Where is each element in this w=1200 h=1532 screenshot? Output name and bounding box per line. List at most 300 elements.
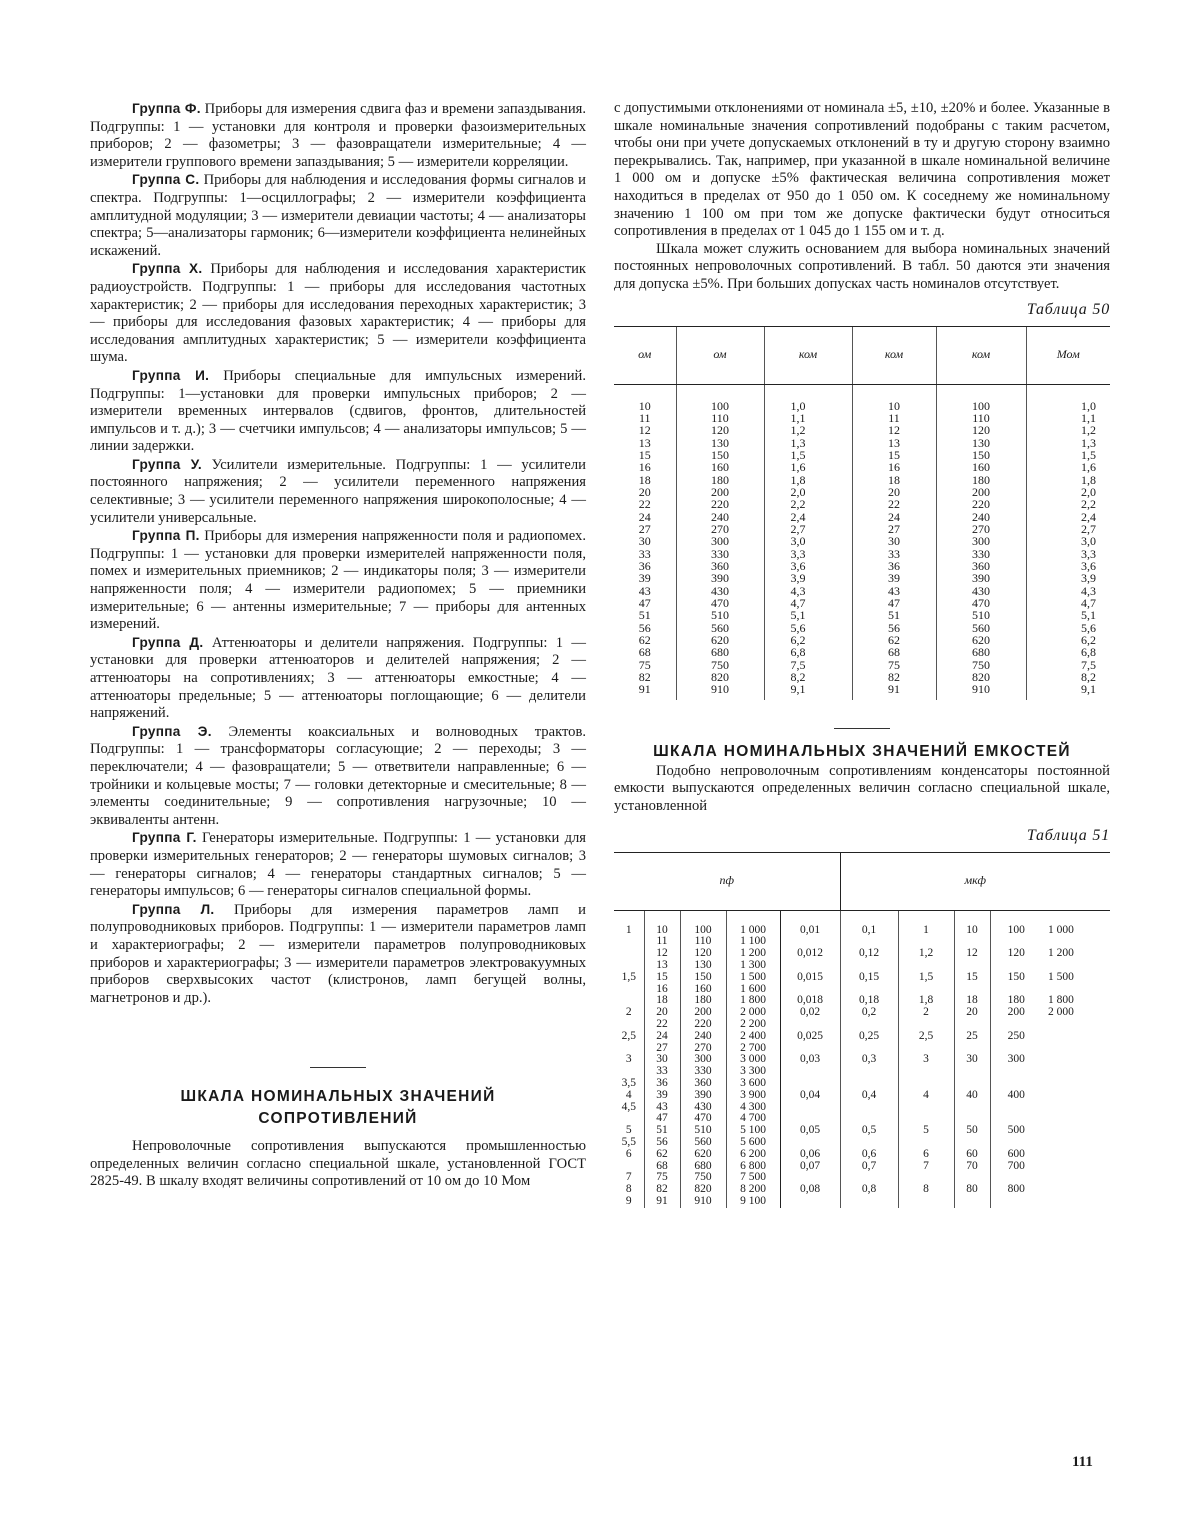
device-group-text: Аттенюаторы и делители напряжения. Подгруппы: 1 — установки для проверки аттенюаторов и делителей напряжения; 2 — аттенюаторы на сопротивлениях; 3 — аттенюаторы емкостные; 4 — аттенюаторы предельные; 5 — аттенюаторы поглощающие; 6 — делители напряжений. xyxy=(90,634,586,722)
table51-cell: 2 400 xyxy=(726,1031,780,1043)
table51-row xyxy=(614,1149,1110,1161)
table50-cell: 3,3 xyxy=(764,548,852,560)
table51-row xyxy=(614,1019,1110,1031)
table51-cell: 500 xyxy=(1007,1124,1025,1137)
table51-cell xyxy=(898,1102,954,1114)
table50-cell: 2,2 xyxy=(764,498,852,510)
table51-cell: 4 xyxy=(898,1090,954,1102)
capacitance-intro-paragraph: Подобно непроволочным сопротивлениям конденсаторы постоянной емкости выпускаются определенных величин согласно специальной шкале, установленной xyxy=(614,762,1110,814)
table51-cell: 390 xyxy=(680,1090,726,1102)
device-group-paragraph xyxy=(90,723,586,830)
device-group-paragraph xyxy=(90,367,586,456)
table51-cell: 20 xyxy=(644,1007,680,1019)
table51-cell xyxy=(780,1078,840,1090)
table51-cell: 3 xyxy=(898,1054,954,1066)
table51-cell xyxy=(954,1019,990,1031)
table50-cell: 47 xyxy=(852,597,936,609)
table50-cell: 5,6 xyxy=(764,622,852,634)
table50-cell: 4,7 xyxy=(1026,597,1110,609)
table50-cell: 1,6 xyxy=(764,461,852,473)
table50-cell: 1,3 xyxy=(1026,437,1110,449)
table51-cell xyxy=(614,984,644,996)
table50-cell: 240 xyxy=(936,511,1026,523)
device-group-title: Группа Г. xyxy=(132,830,197,846)
table50-cell: 27 xyxy=(852,523,936,535)
table51-cell: 600 xyxy=(1007,1147,1025,1160)
page-number: 111 xyxy=(1072,1454,1093,1470)
table50-cell: 820 xyxy=(936,671,1026,683)
table51-cell xyxy=(1042,1125,1110,1137)
device-group-text: Элементы коаксиальных и волноводных трактов. Подгруппы: 1 — трансформаторы согласующие; 2 — переходы; 3 — переключатели; 4 — фазовращатели; 5 — ответвители направленные; 6 — тройники и кольцевые мосты; 7 — головки детекторные и смесительные; 8 — элементы соединительные; 9 — сопротивления нагрузочные; 10 — эквиваленты антенн. xyxy=(90,723,586,828)
table51-cell: 18 xyxy=(954,995,990,1007)
table51-cell: 3,5 xyxy=(614,1078,644,1090)
table51-cell: 180 xyxy=(1007,994,1025,1007)
table51-row xyxy=(614,1078,1110,1090)
table51-cell xyxy=(990,1019,1042,1031)
table51-cell: 40 xyxy=(954,1090,990,1102)
table51-cell xyxy=(898,960,954,972)
table51-cell: 2 000 xyxy=(1048,1006,1074,1019)
device-group-text: Генераторы измерительные. Подгруппы: 1 — установки для проверки измерительных генераторов; 2 — генераторы шумовых сигналов; 3 — генераторы сигналов; 4 — генераторы стандартных сигналов; 5 — генераторы импульсов; 6 — генераторы сигналов специальной формы. xyxy=(90,830,586,900)
table50-cell: 150 xyxy=(936,449,1026,461)
table51-cell: 8 xyxy=(898,1184,954,1196)
table51-cell xyxy=(954,1078,990,1090)
device-group-title: Группа И. xyxy=(132,367,210,383)
table51-cell: 1 500 xyxy=(726,972,780,984)
table50-cell: 220 xyxy=(936,498,1026,510)
table51-cell xyxy=(840,1019,898,1031)
table51-cell: 2 xyxy=(614,1007,644,1019)
table50-cell: 15 xyxy=(638,447,651,462)
table51-cell: 560 xyxy=(680,1137,726,1149)
table51-row xyxy=(614,910,1110,936)
table51-cell: 5 xyxy=(614,1125,644,1137)
table51-cell: 2 200 xyxy=(726,1019,780,1031)
table51-cell: 5,5 xyxy=(614,1137,644,1149)
table51-cell: 5 100 xyxy=(726,1125,780,1137)
table50-cell: 750 xyxy=(936,659,1026,671)
table51-cell: 1 200 xyxy=(1048,947,1074,960)
table51-cell xyxy=(1042,1137,1110,1149)
table51-cell: 30 xyxy=(954,1054,990,1066)
table50-cell: 300 xyxy=(676,535,764,547)
table51-cell xyxy=(898,1078,954,1090)
table50-cell: 620 xyxy=(936,634,1026,646)
table51-cell xyxy=(1042,1184,1110,1196)
table51-cell: 220 xyxy=(680,1019,726,1031)
table50-cell: 11 xyxy=(638,410,651,425)
device-group-paragraph xyxy=(90,829,586,900)
table50-cell: 12 xyxy=(638,423,651,438)
table50-cell: 8,2 xyxy=(764,671,852,683)
table51-cell: 3 900 xyxy=(726,1090,780,1102)
table50-cell: 7,5 xyxy=(1026,659,1110,671)
table50-cell: 24 xyxy=(638,509,651,524)
table50-cell: 18 xyxy=(638,472,651,487)
table51-cell: 1 000 xyxy=(726,910,780,936)
table51-cell: 1 500 xyxy=(1048,970,1074,983)
table50-cell: 62 xyxy=(638,633,651,648)
table51-cell: 1 300 xyxy=(726,960,780,972)
table51-cell xyxy=(614,960,644,972)
device-group-paragraph xyxy=(90,456,586,527)
table50-row xyxy=(614,548,1110,560)
scale-usage-paragraph: Шкала может служить основанием для выбора номинальных значений постоянных непроволочных сопротивлений. В табл. 50 даются эти значения для допуска ±5%. При больших допусках часть номиналов отсутствует. xyxy=(614,240,1110,292)
table51-caption: Таблица 51 xyxy=(1026,826,1110,844)
table50-cell: 33 xyxy=(852,548,936,560)
table51-cell: 15 xyxy=(644,972,680,984)
table51-cell: 7 xyxy=(614,1172,644,1184)
table51-cell: 110 xyxy=(680,936,726,948)
table50-cell: 330 xyxy=(936,548,1026,560)
table50-cell: 110 xyxy=(936,412,1026,424)
table51-row xyxy=(614,1066,1110,1078)
table51-cell: 6 200 xyxy=(726,1149,780,1161)
table51-cell: 0,02 xyxy=(780,1007,840,1019)
table51-cell: 0,04 xyxy=(780,1090,840,1102)
table50-cell: 68 xyxy=(852,646,936,658)
table51-cell: 100 xyxy=(1007,923,1025,936)
table51-row xyxy=(614,960,1110,972)
table51-cell xyxy=(1042,1161,1110,1173)
table50-cell: 3,3 xyxy=(1026,548,1110,560)
table50-row xyxy=(614,511,1110,523)
table50-cell: 4,7 xyxy=(764,597,852,609)
table50-cell: 6,2 xyxy=(1026,634,1110,646)
table51-cell: 0,08 xyxy=(780,1184,840,1196)
table51-cell: 0,5 xyxy=(840,1125,898,1137)
table51-cell: 16 xyxy=(644,984,680,996)
table51-row xyxy=(614,1090,1110,1102)
table50-cell: 470 xyxy=(676,597,764,609)
table51-cell: 1 800 xyxy=(726,995,780,1007)
device-groups-list xyxy=(90,100,586,1007)
table50-cell: 110 xyxy=(676,412,764,424)
table50-cell: 390 xyxy=(936,572,1026,584)
table50-cell: 6,8 xyxy=(764,646,852,658)
table51-cell: 300 xyxy=(680,1054,726,1066)
table50-cell: 820 xyxy=(676,671,764,683)
table50-cell: 560 xyxy=(676,622,764,634)
table50-cell: 1,1 xyxy=(764,412,852,424)
table50-cell: 1,5 xyxy=(764,449,852,461)
table50-body xyxy=(614,384,1110,700)
table51-row xyxy=(614,1184,1110,1196)
table50-cell: 2,0 xyxy=(1026,486,1110,498)
table50-cell: 20 xyxy=(852,486,936,498)
table51-cell xyxy=(990,1196,1042,1208)
table51-cell: 2,5 xyxy=(898,1031,954,1043)
table51-cell: 18 xyxy=(644,995,680,1007)
table50-cell: 9,1 xyxy=(1026,683,1110,699)
table51-cell xyxy=(1042,1043,1110,1055)
table51-cell: 800 xyxy=(1007,1183,1025,1196)
table51-cell: 130 xyxy=(680,960,726,972)
table51-cell: 120 xyxy=(680,948,726,960)
table50-cell: 15 xyxy=(852,449,936,461)
table50-resistance-values xyxy=(614,326,1110,700)
table50-cell: 200 xyxy=(936,486,1026,498)
table51-cell xyxy=(954,1196,990,1208)
device-group-text: Приборы для наблюдения и исследования формы сигналов и спектра. Подгруппы: 1—осциллографы; 2 — измерители коэффициента амплитудной модуляции; 3 — измерители девиации частоты; 4 — анализаторы спектра; 5—анализаторы гармоник; 6—измерители коэффициента нелинейных искажений. xyxy=(90,172,586,259)
table50-cell: 360 xyxy=(676,560,764,572)
table50-row xyxy=(614,585,1110,597)
table50-cell: 9,1 xyxy=(764,683,852,699)
table51-cell: 9 xyxy=(614,1196,644,1208)
table50-row xyxy=(614,535,1110,547)
table50-cell: 270 xyxy=(936,523,1026,535)
table51-row xyxy=(614,1054,1110,1066)
table50-cell: 150 xyxy=(676,449,764,461)
device-group-text: Приборы для измерения параметров ламп и полупроводниковых приборов. Подгруппы: 1 — измерители параметров ламп и характериографы; 2 — измерители параметров полупроводниковых приборов и характериографы; 3 — измерители параметров электровакуумных приборов сверхвысоких частот (клистронов, ламп бегущей волны, магнетронов и др.). xyxy=(90,901,586,1006)
table51-cell: 180 xyxy=(680,995,726,1007)
table51-cell: 56 xyxy=(644,1137,680,1149)
table51-cell xyxy=(1042,1102,1110,1114)
table50-cell: 5,1 xyxy=(764,609,852,621)
table50-cell: 51 xyxy=(852,609,936,621)
table51-capacitance-values xyxy=(614,852,1110,1208)
table51-cell: 30 xyxy=(644,1054,680,1066)
table51-cell: 0,06 xyxy=(780,1149,840,1161)
table51-cell: 0,07 xyxy=(780,1161,840,1173)
table51-cell: 0,18 xyxy=(840,995,898,1007)
table50-cell: 10 xyxy=(638,398,651,413)
resistance-heading-line2: СОПРОТИВЛЕНИЙ xyxy=(258,1110,418,1128)
resistance-intro-paragraph: Непроволочные сопротивления выпускаются промышленностью определенных величин согласно специальной шкале, установленной ГОСТ 2825-49. В шкалу входят величины сопротивлений от 10 ом до 10 Мом xyxy=(90,1138,586,1190)
table51-cell xyxy=(840,1078,898,1090)
table51-cell xyxy=(898,1019,954,1031)
table50-cell: 1,6 xyxy=(1026,461,1110,473)
table51-cell xyxy=(1042,1019,1110,1031)
table50-cell: 36 xyxy=(852,560,936,572)
table51-cell: 0,3 xyxy=(840,1054,898,1066)
table51-cell xyxy=(780,1196,840,1208)
table50-row xyxy=(614,384,1110,412)
table50-cell: 910 xyxy=(936,683,1026,699)
table50-cell: 82 xyxy=(852,671,936,683)
table50-cell: 1,8 xyxy=(1026,474,1110,486)
table51-cell: 300 xyxy=(1007,1053,1025,1066)
device-group-title: Группа У. xyxy=(132,456,202,472)
table50-row xyxy=(614,683,1110,699)
resistance-scale-heading xyxy=(90,1086,586,1130)
table51-cell: 70 xyxy=(954,1161,990,1173)
device-group-paragraph xyxy=(90,171,586,260)
left-column xyxy=(90,100,586,1191)
table50-header-cell: ом xyxy=(614,326,676,384)
table51-cell xyxy=(614,936,644,948)
table51-cell: 700 xyxy=(1007,1159,1025,1172)
table50-cell: 5,1 xyxy=(1026,609,1110,621)
table51-cell: 6 xyxy=(898,1149,954,1161)
table51-cell xyxy=(840,1102,898,1114)
table51-cell xyxy=(990,1137,1042,1149)
table51-cell xyxy=(1042,1054,1110,1066)
table51-cell xyxy=(614,1019,644,1031)
table50-cell: 4,3 xyxy=(764,585,852,597)
table51-cell xyxy=(840,1066,898,1078)
table51-row xyxy=(614,948,1110,960)
device-group-title: Группа Х. xyxy=(132,261,203,277)
table51-cell: 25 xyxy=(954,1031,990,1043)
table50-cell: 51 xyxy=(638,608,651,623)
table51-row xyxy=(614,1031,1110,1043)
table51-cell: 22 xyxy=(644,1019,680,1031)
table51-cell: 820 xyxy=(680,1184,726,1196)
table51-cell: 0,05 xyxy=(780,1125,840,1137)
table50-cell: 1,8 xyxy=(764,474,852,486)
table51-cell xyxy=(954,960,990,972)
table51-cell: 7 xyxy=(898,1161,954,1173)
table50-row xyxy=(614,474,1110,486)
table50-cell: 6,2 xyxy=(764,634,852,646)
device-group-paragraph xyxy=(90,100,586,171)
table51-cell: 240 xyxy=(680,1031,726,1043)
table50-cell: 130 xyxy=(936,437,1026,449)
table50-header-cell: ком xyxy=(764,326,852,384)
table51-cell: 10 xyxy=(644,910,680,936)
device-group-text: Усилители измерительные. Подгруппы: 1 — усилители постоянного напряжения; 2 — усилители переменного напряжения селективные; 3 — усилители переменного напряжения широкополосные; 4 — усилители универсальные. xyxy=(90,456,586,526)
table50-row xyxy=(614,622,1110,634)
table51-cell: 0,03 xyxy=(780,1054,840,1066)
table50-cell: 2,2 xyxy=(1026,498,1110,510)
table50-cell: 2,4 xyxy=(764,511,852,523)
table50-cell: 3,0 xyxy=(764,535,852,547)
table50-cell: 360 xyxy=(936,560,1026,572)
table51-cell: 750 xyxy=(680,1172,726,1184)
table51-cell: 39 xyxy=(644,1090,680,1102)
table51-cell: 1 800 xyxy=(1048,994,1074,1007)
table50-row xyxy=(614,597,1110,609)
tolerance-paragraph: с допустимыми отклонениями от номинала ±5, ±10, ±20% и более. Указанные в шкале номинальные значения сопротивлений подобраны с таким расчетом, чтобы они при учете допускаемых отклонений в ту и другую сторону взаимно перекрывались. Так, например, при указанной в шкале номинальной величине 1 000 ом и допуске ±5% фактическая величина сопротивления может находиться в пределах от 950 до 1 050 ом. К соседнему же номинальному значению 1 100 ом при том же допуске фактически будут относиться сопротивления в пределах от 1 045 до 1 155 ом и т. д. xyxy=(614,100,1110,240)
device-group-text: Приборы для измерения напряженности поля и радиопомех. Подгруппы: 1 — установки для проверки измерителей напряженности поля, помех и измерительных приемников; 2 — индикаторы поля; 3 — измерители напряженности поля; 4 — измерители радиопомех; 5 — приемники измерительные; 6 — антенны измерительные; 7 — приборы для антенных измерений. xyxy=(90,528,586,633)
table51-cell: 8 xyxy=(614,1184,644,1196)
table51-cell: 0,7 xyxy=(840,1161,898,1173)
table50-cell: 330 xyxy=(676,548,764,560)
table51-header-pf: пф xyxy=(614,852,840,910)
table51-cell: 5 xyxy=(898,1125,954,1137)
table50-cell: 7,5 xyxy=(764,659,852,671)
table51-cell xyxy=(780,960,840,972)
table51-cell: 430 xyxy=(680,1102,726,1114)
table50-cell: 180 xyxy=(676,474,764,486)
table50-cell: 4,3 xyxy=(1026,585,1110,597)
table51-cell: 0,25 xyxy=(840,1031,898,1043)
right-column xyxy=(614,100,1110,1208)
table50-cell: 43 xyxy=(638,583,651,598)
table51-cell xyxy=(990,960,1042,972)
table51-cell: 1,2 xyxy=(898,948,954,960)
table51-body xyxy=(614,910,1110,1208)
table51-cell: 1 xyxy=(614,910,644,936)
table51-cell: 33 xyxy=(644,1066,680,1078)
table51-cell: 0,015 xyxy=(780,972,840,984)
table50-row xyxy=(614,646,1110,658)
table51-cell xyxy=(898,1066,954,1078)
table50-row xyxy=(614,634,1110,646)
table51-cell: 150 xyxy=(1007,970,1025,983)
table51-cell: 2,5 xyxy=(614,1031,644,1043)
table51-cell: 0,012 xyxy=(780,948,840,960)
table51-cell xyxy=(1042,1078,1110,1090)
table50-cell: 68 xyxy=(638,645,651,660)
table50-cell: 20 xyxy=(638,484,651,499)
table50-cell: 680 xyxy=(936,646,1026,658)
table51-cell: 0,12 xyxy=(840,948,898,960)
table50-row xyxy=(614,449,1110,461)
table50-cell: 1,2 xyxy=(764,424,852,436)
table50-header-row xyxy=(614,326,1110,384)
table51-cell xyxy=(954,1066,990,1078)
table51-cell: 0,6 xyxy=(840,1149,898,1161)
table50-cell: 75 xyxy=(638,657,651,672)
table50-caption: Таблица 50 xyxy=(1026,300,1110,318)
device-group-paragraph xyxy=(90,260,586,367)
table51-cell xyxy=(898,1137,954,1149)
table51-cell: 3 xyxy=(614,1054,644,1066)
table50-cell: 91 xyxy=(638,682,651,697)
table50-cell: 560 xyxy=(936,622,1026,634)
table50-cell: 620 xyxy=(676,634,764,646)
table51-cell: 24 xyxy=(644,1031,680,1043)
table50-cell: 1,3 xyxy=(764,437,852,449)
table51-cell: 12 xyxy=(644,948,680,960)
table51-row xyxy=(614,1125,1110,1137)
table50-cell: 18 xyxy=(852,474,936,486)
table50-cell: 30 xyxy=(852,535,936,547)
table51-cell: 1 200 xyxy=(726,948,780,960)
table50-cell: 1,2 xyxy=(1026,424,1110,436)
table50-header-cell: ком xyxy=(852,326,936,384)
table50-cell: 100 xyxy=(676,384,764,412)
table51-cell: 910 xyxy=(680,1196,726,1208)
table51-cell: 1 xyxy=(898,910,954,936)
table50-cell: 160 xyxy=(936,461,1026,473)
table50-cell: 33 xyxy=(638,546,651,561)
table50-cell: 62 xyxy=(852,634,936,646)
device-group-title: Группа Ф. xyxy=(132,101,201,116)
table51-cell xyxy=(780,1137,840,1149)
table50-header-cell: ом xyxy=(676,326,764,384)
table50-cell: 240 xyxy=(676,511,764,523)
table51-cell: 0,025 xyxy=(780,1031,840,1043)
table51-cell: 330 xyxy=(680,1066,726,1078)
table51-cell xyxy=(1042,1031,1110,1043)
device-group-title: Группа П. xyxy=(132,528,200,544)
table51-row xyxy=(614,972,1110,984)
table50-cell: 2,7 xyxy=(1026,523,1110,535)
table51-cell: 250 xyxy=(1007,1029,1025,1042)
table50-row xyxy=(614,437,1110,449)
table50-cell: 390 xyxy=(676,572,764,584)
table50-cell: 22 xyxy=(638,497,651,512)
table50-cell: 56 xyxy=(638,620,651,635)
table50-cell: 13 xyxy=(638,435,651,450)
table51-cell xyxy=(990,1102,1042,1114)
table50-cell: 1,0 xyxy=(1026,384,1110,412)
table50-cell: 13 xyxy=(852,437,936,449)
table51-cell: 47 xyxy=(644,1113,680,1125)
table51-row xyxy=(614,1137,1110,1149)
table50-cell: 470 xyxy=(936,597,1026,609)
table50-row xyxy=(614,424,1110,436)
table51-cell xyxy=(1042,1149,1110,1161)
table50-cell: 8,2 xyxy=(1026,671,1110,683)
table51-cell: 0,018 xyxy=(780,995,840,1007)
table51-cell: 470 xyxy=(680,1113,726,1125)
resistance-heading-line1: ШКАЛА НОМИНАЛЬНЫХ ЗНАЧЕНИЙ xyxy=(180,1088,496,1106)
table51-cell: 5 600 xyxy=(726,1137,780,1149)
